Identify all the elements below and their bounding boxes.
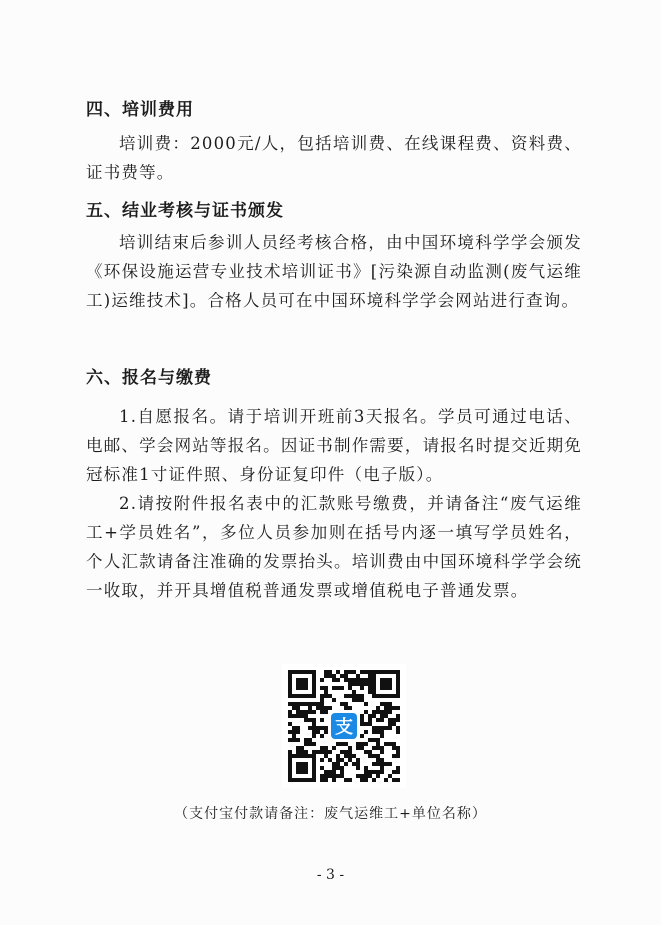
payment-caption: （支付宝付款请备注：废气运维工+单位名称） bbox=[174, 806, 487, 822]
section-assessment-certificate bbox=[86, 199, 582, 315]
page-number: - 3 - bbox=[316, 867, 345, 883]
paragraph: 培训结束后参训人员经考核合格，由中国环境科学学会颁发《环保设施运营专业技术培训证书》[污染源自动监测(废气运维工)运维技术]。合格人员可在中国环境科学学会网站进行查询。 bbox=[86, 233, 582, 310]
paragraph: 培训费：2000元/人，包括培训费、在线课程费、资料费、证书费等。 bbox=[86, 134, 582, 182]
section-heading: 四、培训费用 bbox=[86, 100, 194, 120]
section-heading: 五、结业考核与证书颁发 bbox=[86, 201, 284, 221]
paragraph: 2.请按附件报名表中的汇款账号缴费，并请备注“废气运维工+学员姓名”，多位人员参加则在括号内逐一填写学员姓名，个人汇款请备注准确的发票抬头。培训费由中国环境科学学会统一收取，并开具增值税普通发票或增值税电子普通发票。 bbox=[86, 494, 582, 600]
paragraph: 1.自愿报名。请于培训开班前3天报名。学员可通过电话、电邮、学会网站等报名。因证书制作需要，请报名时提交近期免冠标准1寸证件照、身份证复印件（电子版）。 bbox=[86, 407, 582, 484]
alipay-qr-code-icon bbox=[282, 664, 406, 788]
section-training-fee bbox=[86, 98, 582, 187]
section-heading: 六、报名与缴费 bbox=[86, 368, 212, 388]
section-registration-payment bbox=[86, 366, 582, 605]
alipay-logo: 支 bbox=[335, 717, 353, 738]
